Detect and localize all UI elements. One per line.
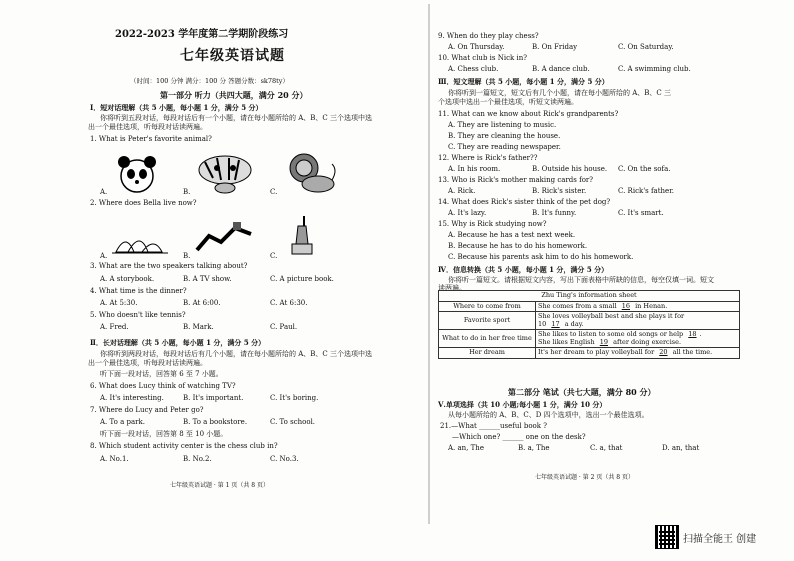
question-21-a: 21.—What ______useful book ? [440,422,547,430]
q4-opt-a: A. At 5:30. [100,299,138,307]
table-key: Where to come from [439,301,536,312]
question-1: 1. What is Peter's favorite animal? [90,135,212,143]
question-13: 13. Who is Rick's mother making cards for? [438,176,594,184]
q7-opt-c: C. To school. [270,418,316,426]
sec3-instr-1: 你将听到一篇短文，短文后有几个小题，请在每小题所给的 A、B、C 三 [448,89,672,97]
q2-opt-b: B. [183,252,191,260]
question-8: 8. Which student activity center is the chess club in? [90,442,278,450]
table-row [439,312,740,330]
question-14: 14. What does Rick's sister think of the pet dog? [438,198,611,206]
q21-opt-b: B. a, The [518,444,550,452]
part2-heading: 第二部分 笔试（共七大题，满分 80 分） [508,387,656,397]
q12-opt-b: B. Outside his house. [532,165,608,173]
great-wall-image [195,220,253,254]
q3-opt-b: B. A TV show. [183,275,232,283]
question-10: 10. What club is Nick in? [438,54,527,62]
q3-opt-a: A. A storybook. [100,275,155,283]
question-12: 12. Where is Rick's father?? [438,154,538,162]
page-footer-1: 七年级英语试题 · 第 1 页（共 8 页） [170,482,269,489]
q4-opt-b: B. At 6:00. [183,299,221,307]
q21-opt-a: A. an, The [448,444,484,452]
q6-opt-b: B. It's important. [183,394,244,402]
q8-opt-a: A. No.1. [100,455,129,463]
question-2: 2. Where does Bella live now? [90,199,197,207]
table-value: She likes to listen to some old songs or help 18 . She likes English 19 after doing exercise. [536,330,740,348]
exam-year-title: 2022-2023 学年度第二学期阶段练习 [115,29,289,40]
sec4-instr-1: 你将听一篇短文。请根据短文内容，写出下面表格中所缺的信息，每空仅填一词。短文 [448,276,714,284]
question-21-b: —Which one? ______ one on the desk? [452,433,586,441]
table-value: It's her dream to play volleyball for 20 all the time. [536,348,740,359]
q10-opt-c: C. A swimming club. [618,65,691,73]
question-4: 4. What time is the dinner? [90,287,187,295]
sec4-instr-2: 读两遍。 [438,284,466,292]
table-key: Favorite sport [439,312,536,330]
table-key: What to do in her free time [439,330,536,348]
q15-opt-a: A. Because he has a test next week. [448,231,576,239]
q6-opt-a: A. It's interesting. [100,394,164,402]
q3-opt-c: C. A picture book. [270,275,334,283]
q11-opt-a: A. They are listening to music. [448,121,557,129]
question-11: 11. What can we know about Rick's grandparents? [438,110,619,118]
sec5-instr: 从每小题所给的 A、B、C、D 四个选项中，选出一个最佳选项。 [448,411,649,419]
sec4-heading: Ⅳ．信息转换（共 5 小题，每小题 1 分，满分 5 分） [438,265,609,274]
q1-opt-a: A. [100,188,108,196]
page-footer-2: 七年级英语试题 · 第 2 页（共 8 页） [535,474,634,481]
part1-heading: 第一部分 听力（共四大题，满分 20 分） [160,90,308,100]
table-row [439,301,740,312]
q2-opt-c: C. [270,252,278,260]
q14-opt-c: C. It's smart. [618,209,664,217]
question-5: 5. Who doesn't like tennis? [90,311,186,319]
q13-opt-a: A. Rick. [448,187,476,195]
q5-opt-a: A. Fred. [100,323,129,331]
exam-meta: （时间：100 分钟 满分：100 分 答题分数：sk78ty） [130,77,289,85]
q12-opt-a: A. In his room. [448,165,501,173]
q7-opt-b: B. To a bookstore. [183,418,248,426]
q13-opt-b: B. Rick's sister. [532,187,587,195]
q15-opt-c: C. Because his parents ask him to do his homework. [448,253,634,261]
opera-house-image [112,228,168,256]
table-value: She comes from a small 16 in Henan. [536,301,740,312]
question-3: 3. What are the two speakers talking about? [90,262,248,270]
q14-opt-a: A. It's lazy. [448,209,487,217]
q11-opt-b: B. They are cleaning the house. [448,132,561,140]
question-15: 15. Why is Rick studying now? [438,220,547,228]
info-sheet-table [438,290,740,359]
q15-opt-b: B. Because he has to do his homework. [448,242,588,250]
sec2-heading: Ⅱ．长对话理解（共 5 小题，每小题 1 分，满分 5 分） [90,338,266,347]
q5-opt-b: B. Mark. [183,323,214,331]
q13-opt-c: C. Rick's father. [618,187,674,195]
table-key: Her dream [439,348,536,359]
q21-opt-c: C. a, that [590,444,623,452]
question-7: 7. Where do Lucy and Peter go? [90,406,204,414]
q14-opt-b: B. It's funny. [532,209,577,217]
q1-opt-b: B. [183,188,191,196]
q9-opt-a: A. On Thursday. [448,43,505,51]
exam-title: 七年级英语试题 [180,48,285,64]
q9-opt-c: C. On Saturday. [618,43,674,51]
q5-opt-c: C. Paul. [270,323,298,331]
q9-opt-b: B. On Friday [532,43,578,51]
sec2-sub-1: 听下面一段对话，回答第 6 至 7 小题。 [100,370,223,378]
q10-opt-b: B. A dance club. [532,65,590,73]
table-value: She loves volleyball best and she plays it for 10 17 a day. [536,312,740,330]
q8-opt-c: C. No.3. [270,455,299,463]
q10-opt-a: A. Chess club. [448,65,499,73]
table-row [439,348,740,359]
q12-opt-c: C. On the sofa. [618,165,671,173]
sec1-heading: Ⅰ．短对话理解（共 5 小题，每小题 1 分，满分 5 分） [90,103,263,112]
sec3-instr-2: 个选项中选出一个最佳选项，听短文读两遍。 [438,98,578,106]
table-caption: Zhu Ting's information sheet [439,291,740,302]
q4-opt-c: C. At 6:30. [270,299,308,307]
qr-code-image [655,525,679,549]
q7-opt-a: A. To a park. [100,418,145,426]
q2-opt-a: A. [100,252,108,260]
sec2-instr-2: 出一个最佳选项，听每段对话读两遍。 [88,359,207,367]
table-row [439,330,740,348]
q1-opt-c: C. [270,188,278,196]
sec2-instr-1: 你将听到两段对话，每段对话后有几个小题，请在每小题所给的 A、B、C 三个选项中选 [100,350,373,358]
panda-image [114,152,160,196]
statue-of-liberty-image [286,214,316,256]
tiger-image [195,152,255,194]
sec1-instr-2: 出一个最佳选项，听每段对话读两遍。 [88,123,207,131]
question-9: 9. When do they play chess? [438,32,539,40]
q8-opt-b: B. No.2. [183,455,212,463]
q11-opt-c: C. They are reading newspaper. [448,143,561,151]
sec5-heading: Ⅴ.单项选择（共 10 小题;每小题 1 分，满分 10 分） [438,400,607,409]
question-6: 6. What does Lucy think of watching TV? [90,382,236,390]
sec3-heading: Ⅲ．短文理解（共 5 小题，每小题 1 分，满分 5 分） [438,77,609,86]
q21-opt-d: D. an, that [662,444,700,452]
sec1-instr-1: 你将听到五段对话，每段对话后有一个小题，请在每小题所给的 A、B、C 三个选项中选 [100,114,373,122]
lion-image [282,150,338,196]
scanner-label: 扫描全能王 创建 [683,534,757,545]
q6-opt-c: C. It's boring. [270,394,319,402]
sec2-sub-2: 听下面一段对话，回答第 8 至 10 小题。 [100,430,228,438]
